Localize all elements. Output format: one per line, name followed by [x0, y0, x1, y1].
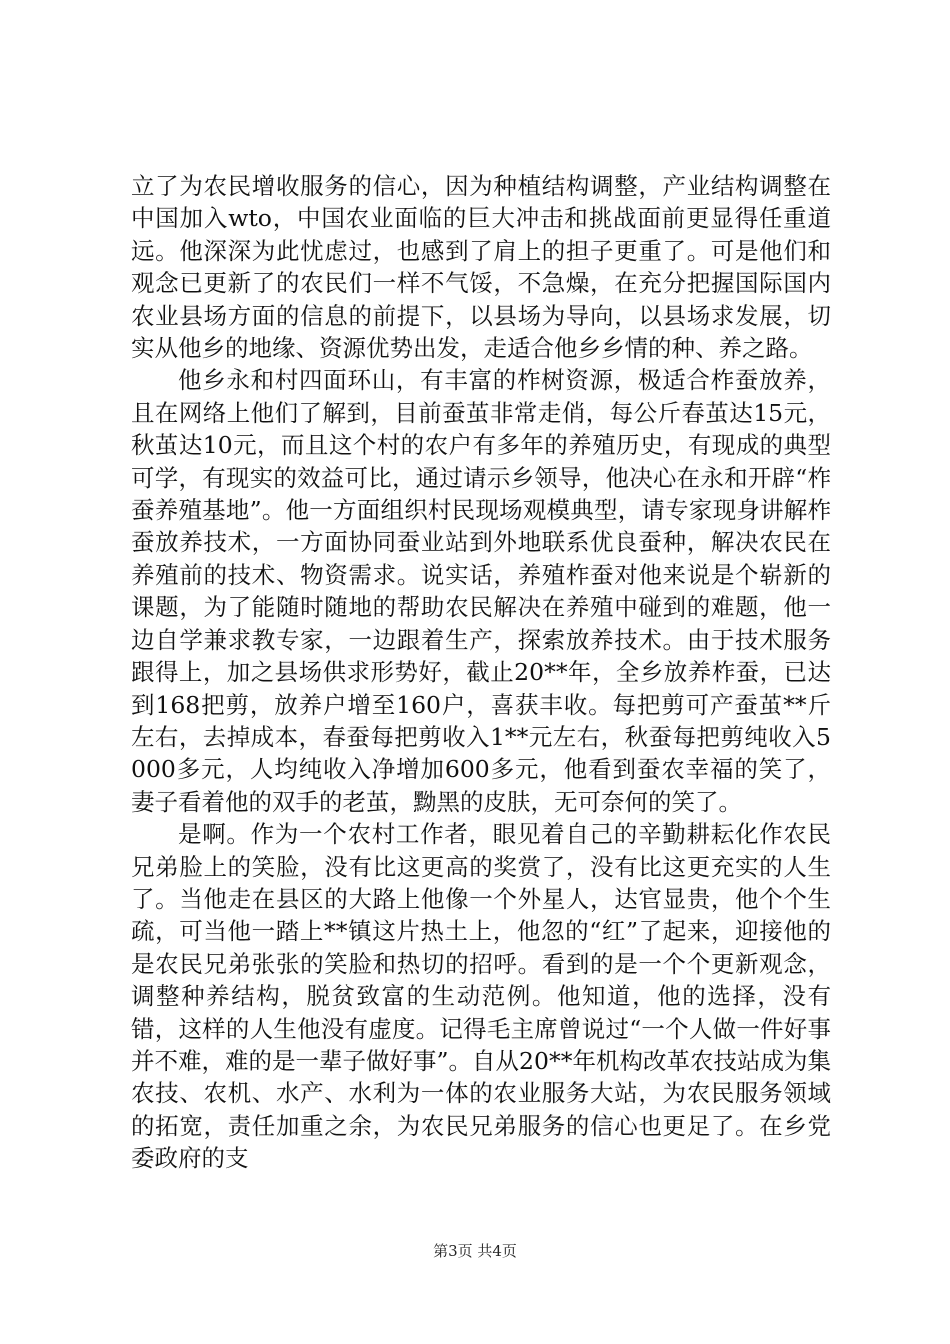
paragraph-1: 立了为农民增收服务的信心，因为种植结构调整，产业结构调整在中国加入wto，中国农业面临的巨大冲击和挑战面前更显得任重道远。他深深为此忧虑过，也感到了肩上的担子更重了。可是他们和观念已更新了的农民们一样不气馁，不急燥，在充分把握国际国内农业县场方面的信息的前提下，以县场为导向，以县场求发展，切实从他乡的地缘、资源优势出发，走适合他乡乡情的种、养之路。: [131, 172, 831, 363]
paragraph-3: 是啊。作为一个农村工作者，眼见着自己的辛勤耕耘化作农民兄弟脸上的笑脸，没有比这更高的奖赏了，没有比这更充实的人生了。当他走在县区的大路上他像一个外星人，达官显贵，他个个生疏，可当他一踏上**镇这片热土上，他忽的“红”了起来，迎接他的是农民兄弟张张的笑脸和热切的招呼。看到的是一个个更新观念，调整种养结构，脱贫致富的生动范例。他知道，他的选择，没有错，这样的人生他没有虚度。记得毛主席曾说过“一个人做一件好事并不难，难的是一辈子做好事”。自从20**年机构改革农技站成为集农技、农机、水产、水利为一体的农业服务大站，为农民服务领域的拓宽，责任加重之余，为农民兄弟服务的信心也更足了。在乡党委政府的支: [131, 820, 831, 1173]
page-footer: [0, 1240, 950, 1261]
paragraph-2: 他乡永和村四面环山，有丰富的柞树资源，极适合柞蚕放养，且在网络上他们了解到，目前蚕茧非常走俏，每公斤春茧达15元，秋茧达10元，而且这个村的农户有多年的养殖历史，有现成的典型可学，有现实的效益可比，通过请示乡领导，他决心在永和开辟“柞蚕养殖基地”。他一方面组织村民现场观模典型，请专家现身讲解柞蚕放养技术，一方面协同蚕业站到外地联系优良蚕种，解决农民在养殖前的技术、物资需求。说实话，养殖柞蚕对他来说是个崭新的课题，为了能随时随地的帮助农民解决在养殖中碰到的难题，他一边自学兼求教专家，一边跟着生产，探索放养技术。由于技术服务跟得上，加之县场供求形势好，截止20**年，全乡放养柞蚕，已达到168把剪，放养户增至160户，喜获丰收。每把剪可产蚕茧**斤左右，去掉成本，春蚕每把剪收入1**元左右，秋蚕每把剪纯收入5000多元，人均纯收入净增加600多元，他看到蚕农幸福的笑了，妻子看着他的双手的老茧，黝黑的皮肤，无可奈何的笑了。: [131, 366, 831, 816]
document-body: [131, 170, 831, 1175]
page-number: 第3页 共4页: [433, 1242, 517, 1260]
